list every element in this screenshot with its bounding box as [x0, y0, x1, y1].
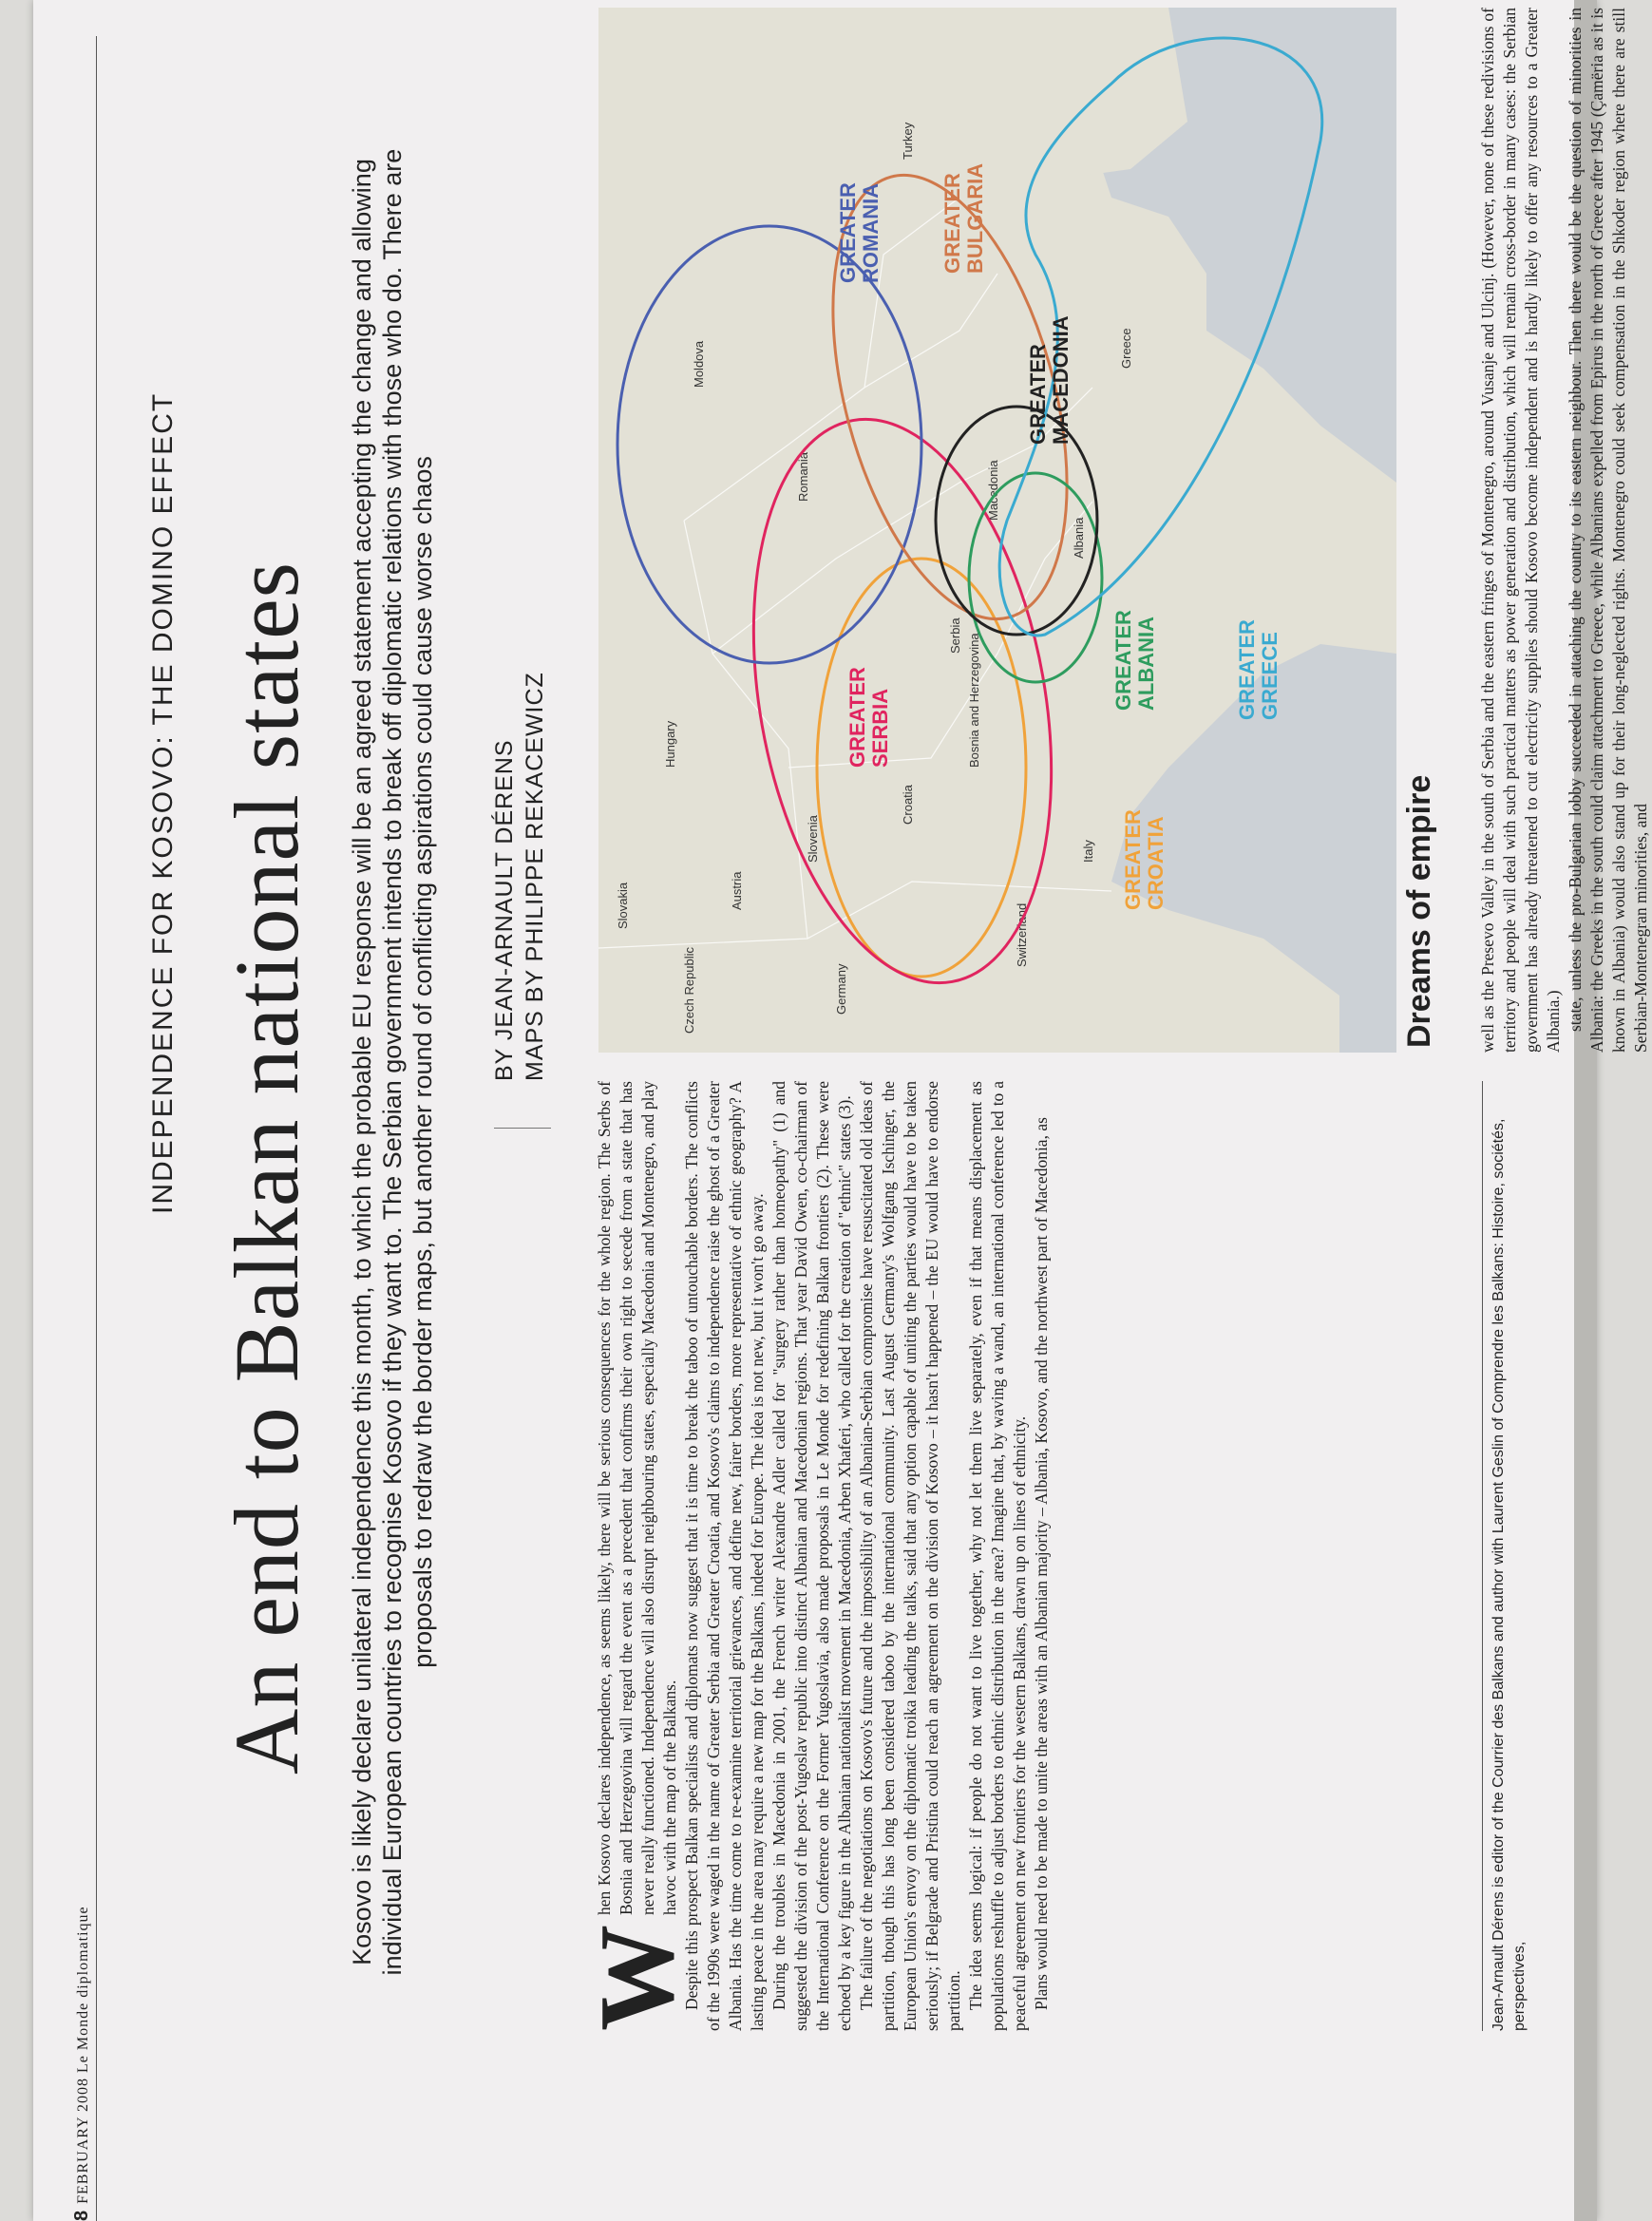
subheading: Dreams of empire: [1401, 774, 1437, 1048]
paragraph-8: state, unless the pro-Bulgarian lobby succeeded in attaching the country to its eastern neighbour. Then there would be the question of minorities in Albania: the Greeks in the south could claim attachment to Greece, while Albanians expelled from Epirus in the north of Greece after 1945 (Çamëria as it is known in Albania) would also stand up for their long-neglected rights. Montenegro could seek compensation in the Shkoder region where there are still Serbian-Montenegran minorities, and: [1566, 8, 1650, 1053]
country-label: Greece: [1119, 328, 1133, 369]
top-rule: [96, 36, 97, 2221]
region-label: GREATERCROATIA: [1121, 809, 1168, 910]
country-label: Austria: [730, 871, 744, 910]
country-label: Italy: [1081, 840, 1095, 863]
paragraph-3: During the troubles in Macedonia in 2001, the French writer Alexandre Adler called for "surgery rather than homeopathy" (1) and suggested the division of the post-Yugoslav republic into distinct Albanian and Macedonian regions. That year David Owen, co-chairman of the International Conference on the Former Yugoslavia, also made proposals in Le Monde for redefining Balkan frontiers (2). These were echoed by a key figure in the Albanian nationalist movement in Macedonia, Arben Xhaferi, who called for the creation of "ethnic" states (3).: [769, 1081, 854, 2031]
country-label: Serbia: [948, 617, 962, 654]
country-label: Albania: [1072, 517, 1086, 559]
country-label: Hungary: [663, 720, 677, 768]
country-label: Bosnia and Herzegovina: [967, 633, 981, 768]
standfirst: Kosovo is likely declare unilateral independence this month, to which the probable EU response will be an agreed statement accepting the change and allowing individual European countries to recognise Kosovo if they want to. The Serbian government intends to break off diplomatic relations with those who do. There are proposals to redraw the border maps, but another round of conflicting aspirations could cause worse chaos: [348, 148, 437, 1976]
headline: An end to Balkan national states: [216, 560, 317, 1775]
country-label: Slovakia: [616, 882, 630, 929]
kicker: INDEPENDENCE FOR KOSOVO: THE DOMINO EFFECT: [147, 391, 179, 1214]
paragraph-2: Despite this prospect Balkan specialists and diplomats now suggest that it is time to break the taboo of untouchable borders. The conflicts of the 1990s were waged in the name of Greater Serbia and Greater Croatia, and Kosovo's claims to independence raise the ghost of a Greater Albania. Has the time come to re-examine territorial grievances, and define new, fairer borders, more representative of ethnic geography? A lasting peace in the area may require a new map for the Balkans, indeed for Europe. The idea is not new, but it won't go away.: [682, 1081, 767, 2031]
paragraph-6: Plans would need to be made to unite the areas with an Albanian majority – Albania, Kosovo, and the northwest part of Macedonia, as: [1032, 1117, 1051, 2010]
region-label: GREATERALBANIA: [1111, 610, 1158, 711]
country-label: Turkey: [901, 122, 915, 160]
country-label: Croatia: [901, 785, 915, 825]
folio: [71, 1906, 93, 2221]
newspaper-page: [33, 0, 1650, 2221]
region-label: GREATERSERBIA: [845, 667, 892, 768]
folio-text: FEBRUARY 2008 Le Monde diplomatique: [75, 1906, 91, 2204]
paragraph-7: well as the Presevo Valley in the south of Serbia and the eastern fringes of Montenegro, around Vusanje and Ulcinj. (However, none of these redivisions of territory and people will deal with such practical matters as power generation and distribution, which will remain cross-border in many cases: the Serbian government has already threatened to cut electricity supplies should Kosovo become independent and is hardly likely to offer any resources to a Greater Albania.): [1478, 8, 1563, 1053]
page-number: 8: [71, 2209, 92, 2221]
paragraph-1: W hen Kosovo declares independence, as seems likely, there will be serious consequences for the whole region. The Serbs of Bosnia and Herzegovina will regard the event as a precedent that confirms their own right to secede from a state that has never really functioned. Independence will also disrupt neighbouring states, especially Macedonia and Montenegro, and play havoc with the map of the Balkans.: [579, 1081, 696, 2031]
bio-rule: [1482, 1081, 1483, 2031]
drop-cap: W: [579, 1925, 696, 2031]
author-bio: Jean-Arnault Dérens is editor of the Courrier des Balkans and author with Laurent Geslin of Comprendre les Balkans: Histoire, sociétés, perspectives,: [1491, 1118, 1528, 2031]
article-column-1: [579, 1081, 1053, 2031]
byline-divider: [494, 1128, 551, 1129]
region-label: GREATERROMANIA: [836, 182, 883, 283]
balkans-map: [598, 8, 1396, 1053]
byline-author: BY JEAN-ARNAULT DÉRENS: [491, 739, 518, 1081]
byline: [489, 672, 550, 1081]
article-column-2: [1477, 8, 1652, 1053]
country-label: Slovenia: [806, 815, 820, 863]
region-label: GREATERMACEDONIA: [1026, 315, 1073, 445]
country-label: Romania: [796, 451, 810, 502]
rotated-page-content: [33, 0, 1650, 2221]
country-label: Switzerland: [1015, 902, 1029, 967]
country-label: Germany: [834, 963, 848, 1015]
country-label: Moldova: [692, 340, 706, 388]
paragraph-5: The idea seems logical: if people do not want to live together, why not let them live separately, even if that means displacement as populations reshuffle to adjust borders to ethnic distribution in the area? Imagine that, by waving a wand, an international conference led to a peaceful agreement on new frontiers for the western Balkans, drawn up on lines of ethnicity.: [966, 1081, 1029, 2031]
country-label: Macedonia: [986, 460, 1000, 521]
byline-maps: MAPS BY PHILIPPE REKACEWICZ: [522, 672, 548, 1081]
paragraph-4: The failure of the negotiations on Kosovo's future and the impossibility of an Albanian-Serbian compromise have resuscitated old ideas of partition, though this has long been considered taboo by the international community. Last August Germany's Wolfgang Ischinger, the European Union's envoy on the diplomatic troika leading the talks, said that any option capable of uniting the parties would have to be taken seriously; if Belgrade and Pristina could reach an agreement on the division of Kosovo – it hasn't happened – the EU would have to endorse partition.: [857, 1081, 963, 2031]
region-label: GREATERGREECE: [1235, 619, 1282, 720]
country-label: Czech Republic: [682, 946, 696, 1034]
region-label: GREATERBULGARIA: [940, 162, 987, 274]
